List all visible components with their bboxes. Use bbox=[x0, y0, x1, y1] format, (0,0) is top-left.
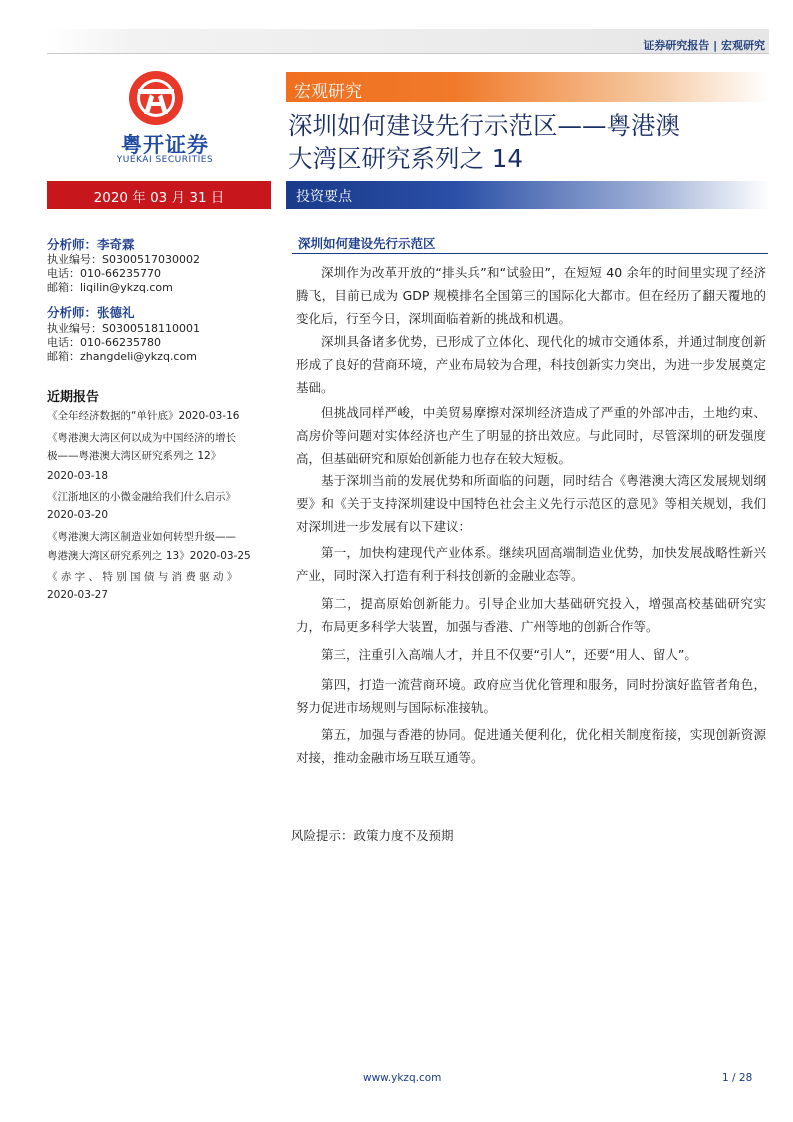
highlights-bar bbox=[286, 181, 770, 209]
recent-report-line[interactable]: 《粤港澳大湾区何以成为中国经济的增长 bbox=[47, 432, 236, 444]
logo-cn-text: 粤开证券 bbox=[121, 133, 209, 157]
header-breadcrumb: 证券研究报告 | 宏观研究 bbox=[643, 39, 765, 52]
report-title bbox=[288, 109, 768, 175]
page-number: 1 / 28 bbox=[722, 1072, 753, 1084]
section-heading: 深圳如何建设先行示范区 bbox=[298, 236, 436, 251]
recent-report-line[interactable]: 《江浙地区的小微金融给我们什么启示》 bbox=[47, 491, 236, 503]
footer-url[interactable]: www.ykzq.com bbox=[363, 1072, 442, 1084]
analyst-phone: 电话：010-66235770 bbox=[47, 267, 161, 280]
body-paragraph: 第三，注重引入高端人才，并且不仅要“引人”，还要“用人、留人”。 bbox=[321, 647, 697, 662]
body-paragraph: 但挑战同样严峻，中美贸易摩擦对深圳经济造成了严重的外部冲击，土地约束、高房价等问题对实体经济也产生了明显的挤出效应。与此同时，尽管深圳的研发强度高，但基础研究和原始创新能力也存在较大短板。 bbox=[296, 405, 766, 466]
body-paragraph: 深圳具备诸多优势，已形成了立体化、现代化的城市交通体系，并通过制度创新形成了良好的营商环境，产业布局较为合理，科技创新实力突出，为进一步发展奠定基础。 bbox=[296, 334, 766, 395]
risk-notice: 风险提示：政策力度不及预期 bbox=[291, 828, 454, 843]
recent-report-line[interactable]: 极——粤港澳大湾区研究系列之 12》 bbox=[47, 450, 222, 462]
recent-report-line: 2020-03-27 bbox=[47, 589, 109, 601]
recent-report-line: 2020-03-18 bbox=[47, 470, 109, 482]
analyst-license: 执业编号：S0300517030002 bbox=[47, 253, 200, 266]
recent-report-line[interactable]: 粤港澳大湾区研究系列之 13》2020-03-25 bbox=[47, 550, 251, 562]
analyst-phone: 电话：010-66235780 bbox=[47, 336, 161, 349]
report-title-line-1: 深圳如何建设先行示范区——粤港澳 bbox=[288, 111, 680, 140]
analyst-name: 分析师：张德礼 bbox=[47, 305, 135, 320]
highlights-label: 投资要点 bbox=[296, 189, 352, 205]
analyst-name: 分析师：李奇霖 bbox=[47, 237, 135, 252]
analyst-email[interactable]: 邮箱：liqilin@ykzq.com bbox=[47, 281, 173, 294]
recent-reports-title: 近期报告 bbox=[47, 390, 100, 405]
analyst-license: 执业编号：S0300518110001 bbox=[47, 322, 200, 335]
recent-report-line: 2020-03-20 bbox=[47, 509, 109, 521]
body-paragraph: 第四，打造一流营商环境。政府应当优化管理和服务，同时扮演好监管者角色，努力促进市场规则与国际标准接轨。 bbox=[296, 677, 766, 715]
logo-en-text: YUEKAI SECURITIES bbox=[116, 155, 214, 165]
report-title-line-2: 大湾区研究系列之 14 bbox=[288, 144, 523, 173]
body-paragraph: 深圳作为改革开放的“排头兵”和“试验田”，在短短 40 余年的时间里实现了经济腾飞，目前已成为 GDP 规模排名全国第三的国际化大都市。但在经历了翻天覆地的变化后，行至今日，深圳面临着新的挑战和机遇。 bbox=[296, 265, 766, 326]
recent-report-line[interactable]: 《 赤 字 、 特 别 国 债 与 消 费 驱 动 》 bbox=[47, 571, 238, 583]
recent-report-line[interactable]: 《粤港澳大湾区制造业如何转型升级—— bbox=[47, 531, 236, 543]
category-label: 宏观研究 bbox=[294, 82, 362, 102]
section-divider bbox=[292, 253, 768, 254]
yuekai-logo-icon bbox=[128, 70, 184, 126]
body-paragraph: 基于深圳当前的发展优势和所面临的问题，同时结合《粤港澳大湾区发展规划纲要》和《关于支持深圳建设中国特色社会主义先行示范区的意见》等相关规划，我们对深圳进一步发展有以下建议： bbox=[296, 473, 766, 534]
body-paragraph: 第五，加强与香港的协同。促进通关便利化，优化相关制度衔接，实现创新资源对接，推动金融市场互联互通等。 bbox=[296, 727, 766, 765]
body-paragraph: 第二，提高原始创新能力。引导企业加大基础研究投入，增强高校基础研究实力，布局更多科学大装置，加强与香港、广州等地的创新合作等。 bbox=[296, 596, 766, 634]
body-paragraph: 第一，加快构建现代产业体系。继续巩固高端制造业优势，加快发展战略性新兴产业，同时深入打造有利于科技创新的金融业态等。 bbox=[296, 545, 766, 583]
report-date: 2020 年 03 月 31 日 bbox=[93, 190, 225, 206]
recent-report-line[interactable]: 《全年经济数据的“单针底》2020-03-16 bbox=[47, 410, 240, 422]
analyst-email[interactable]: 邮箱：zhangdeli@ykzq.com bbox=[47, 350, 197, 363]
